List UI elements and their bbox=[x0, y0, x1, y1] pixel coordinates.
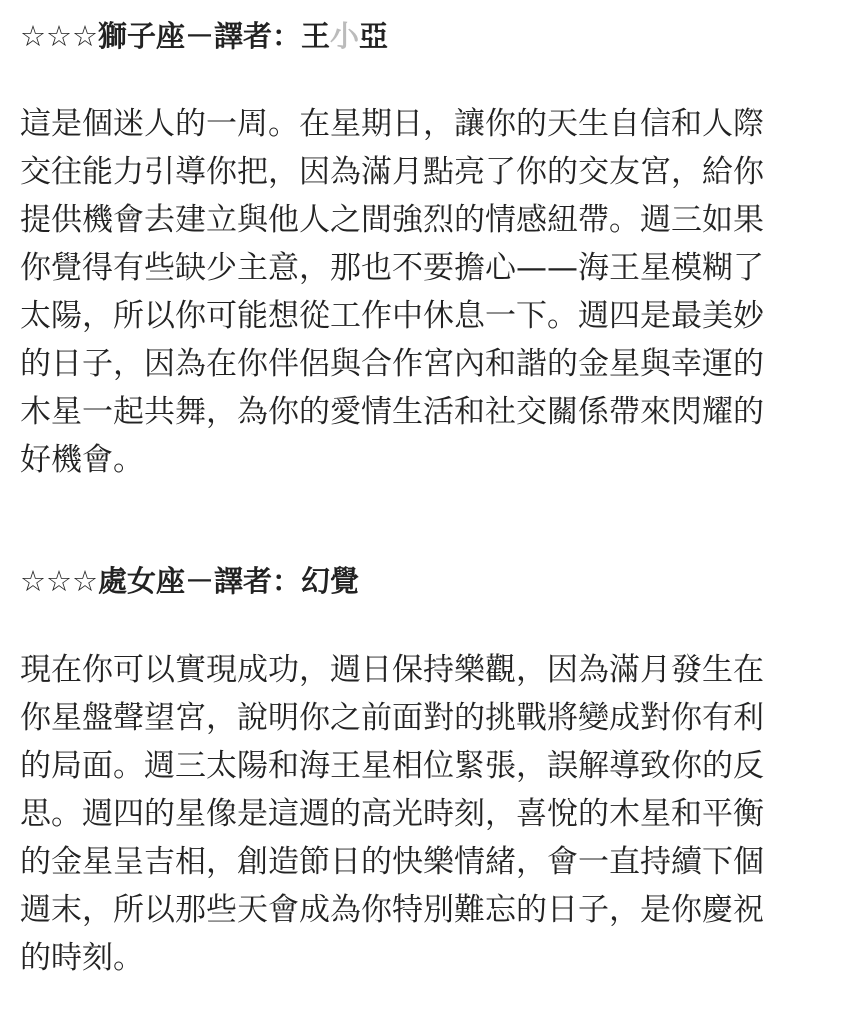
translator-name-char-1: 王 bbox=[301, 19, 331, 53]
paragraph-line: 你覺得有些缺少主意，那也不要擔心——海王星模糊了 bbox=[20, 250, 764, 286]
paragraph-line: 的局面。週三太陽和海王星相位緊張，誤解導致你的反 bbox=[20, 748, 764, 784]
paragraph-line: 的日子，因為在你伴侶與合作宮內和諧的金星與幸運的 bbox=[20, 346, 764, 382]
virgo-heading-text: 處女座－譯者：幻覺 bbox=[98, 564, 360, 598]
translator-name-char-2: 小 bbox=[330, 19, 360, 53]
paragraph-line: 你星盤聲望宮，說明你之前面對的挑戰將變成對你有利 bbox=[20, 700, 764, 736]
virgo-heading bbox=[20, 563, 359, 599]
star-rating-icon: ☆☆☆ bbox=[20, 19, 98, 53]
paragraph-line: 現在你可以實現成功，週日保持樂觀，因為滿月發生在 bbox=[20, 652, 764, 688]
translator-name-char-3: 亞 bbox=[359, 19, 389, 53]
paragraph-line: 這是個迷人的一周。在星期日，讓你的天生自信和人際 bbox=[20, 106, 764, 142]
paragraph-line: 木星一起共舞，為你的愛情生活和社交關係帶來閃耀的 bbox=[20, 394, 764, 430]
paragraph-line: 提供機會去建立與他人之間強烈的情感紐帶。週三如果 bbox=[20, 202, 764, 238]
paragraph-line: 週末，所以那些天會成為你特別難忘的日子，是你慶祝 bbox=[20, 892, 764, 928]
paragraph-line: 的時刻。 bbox=[20, 940, 144, 976]
virgo-paragraph bbox=[20, 646, 820, 982]
paragraph-line: 的金星呈吉相，創造節日的快樂情緒，會一直持續下個 bbox=[20, 844, 764, 880]
leo-heading bbox=[20, 18, 388, 54]
paragraph-line: 交往能力引導你把，因為滿月點亮了你的交友宮，給你 bbox=[20, 154, 764, 190]
star-rating-icon: ☆☆☆ bbox=[20, 564, 98, 598]
paragraph-line: 太陽，所以你可能想從工作中休息一下。週四是最美妙 bbox=[20, 298, 764, 334]
paragraph-line: 好機會。 bbox=[20, 442, 144, 478]
paragraph-line: 思。週四的星像是這週的高光時刻，喜悅的木星和平衡 bbox=[20, 796, 764, 832]
leo-heading-text: 獅子座－譯者： bbox=[98, 19, 302, 53]
leo-paragraph bbox=[20, 100, 820, 484]
